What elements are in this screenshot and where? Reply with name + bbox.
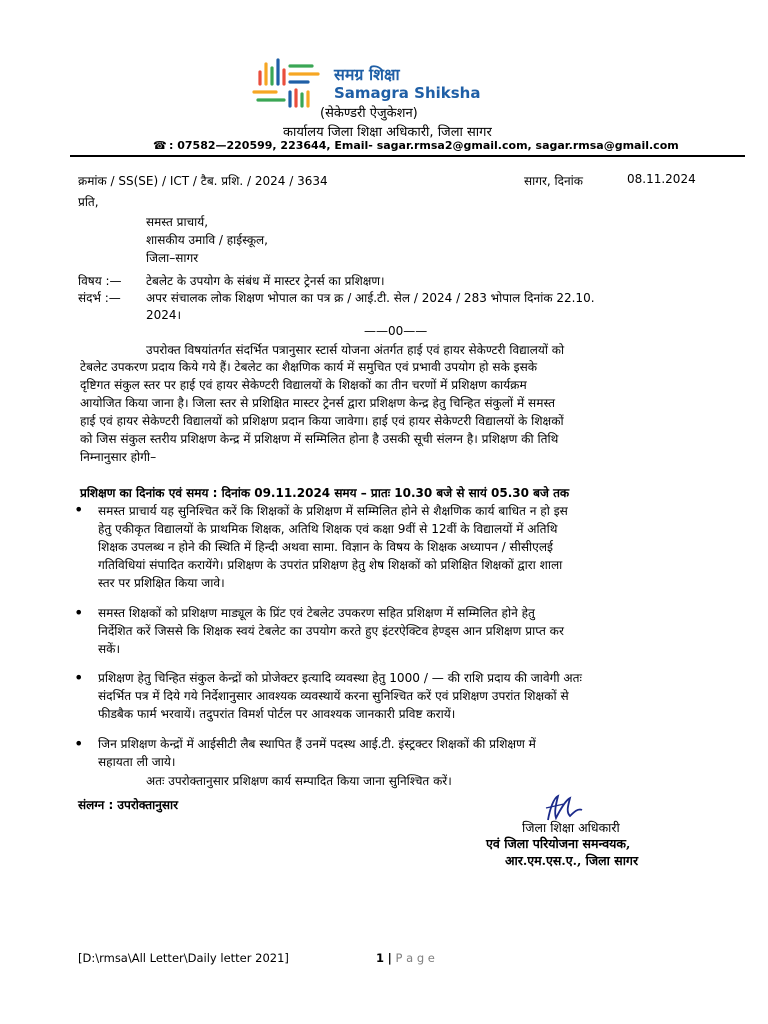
footer-path: [D:\rmsa\All Letter\Daily letter 2021] [78, 951, 289, 965]
paragraph-line: आयोजित किया जाना है। जिला स्तर से प्रशिक्षित मास्टर ट्रेनर्स द्वारा प्रशिक्षण केन्द्र हेतु चिन्हित संकुलों में समस्त [80, 395, 556, 410]
header-divider [70, 155, 745, 157]
subject-label: विषय :— [78, 274, 122, 288]
page-number: 1 [376, 951, 385, 965]
bullet-marker: • [74, 500, 84, 519]
paragraph-line: दृष्टिगत संकुल स्तर पर हाई एवं हायर सेकेण्टरी विद्यालयों के शिक्षकों का तीन चरणों में प्रशिक्षण कार्यक्रम [80, 377, 527, 392]
reference-text: अपर संचालक लोक शिक्षण भोपाल का पत्र क्र / आई.टी. सेल / 2024 / 283 भोपाल दिनांक 22.10. [146, 291, 595, 305]
paragraph-line: टेबलेट उपकरण प्रदाय किये गये हैं। टेबलेट का शैक्षणिक कार्य में समुचित एवं प्रभावी उपयोग हो सके इसके [80, 360, 538, 374]
paragraph-line: को जिस संकुल स्तरीय प्रशिक्षण केन्द्र में प्रशिक्षण में सम्मिलित होना है उसकी सूची संलग्न है। प्रशिक्षण की तिथि [80, 431, 559, 446]
paragraph-line: उपरोक्त विषयांतर्गत संदर्भित पत्रानुसार स्टार्स योजना अंतर्गत हाई एवं हायर सेकेण्टरी विद्यालयों को [146, 343, 565, 357]
paragraph-line: हाई एवं हायर सेकेण्टरी विद्यालयों को प्रशिक्षण प्रदान किया जावेगा। हाई एवं हायर सेकेण्टरी विद्यालयों के शिक्षकों [80, 413, 564, 428]
bullet-line: शिक्षक उपलब्ध न होने की स्थिति में हिन्दी अथवा सामा. विज्ञान के विषय के शिक्षक अध्यापन / सीसीएलई [98, 539, 553, 554]
page-number-block [376, 951, 435, 965]
bullet-marker: • [74, 734, 84, 753]
reference-label: संदर्भ :— [78, 291, 121, 305]
samagra-shiksha-logo [250, 58, 328, 108]
bullet-line: सहायता ली जाये। [98, 754, 176, 769]
bullet-line: समस्त प्राचार्य यह सुनिश्चित करें कि शिक्षकों के प्रशिक्षण में सम्मिलित होने से शैक्षणिक कार्य बाधित न हो इस [98, 504, 568, 518]
place-date-label: सागर, दिनांक [524, 174, 583, 188]
closing-line: अतः उपरोक्तानुसार प्रशिक्षण कार्य सम्पादित किया जाना सुनिश्चित करें। [146, 774, 452, 788]
signatory-title: जिला शिक्षा अधिकारी [522, 820, 620, 835]
contact-line [153, 139, 679, 152]
brand-hindi: समग्र शिक्षा [334, 65, 400, 84]
bullet-line: स्तर पर प्रशिक्षित किया जावे। [98, 575, 225, 590]
bullet-marker: • [74, 668, 84, 687]
to-line: शासकीय उमावि / हाईस्कूल, [146, 233, 268, 247]
subject-text: टेबलेट के उपयोग के संबंध में मास्टर ट्रेनर्स का प्रशिक्षण। [146, 274, 385, 288]
contact-text: : 07582—220599, 223644, Email- sagar.rmsa2@gmail.com, sagar.rmsa@gmail.com [169, 139, 679, 152]
page-word: P a g e [395, 951, 435, 965]
bullet-line: फीडबैक फार्म भरवायें। तदुपरांत विमर्श पोर्टल पर आवश्यक जानकारी प्रविष्ट करायें। [98, 706, 456, 721]
bullet-line: गतिविधियां संपादित करायेंगे। प्रशिक्षण के उपरांत प्रशिक्षण हेतु शेष शिक्षकों को प्रशिक्षित शिक्षकों द्वारा शाला [98, 557, 563, 572]
office-name: कार्यालय जिला शिक्षा अधिकारी, जिला सागर [283, 125, 492, 140]
bullet-line: संदर्भित पत्र में दिये गये निर्देशानुसार आवश्यक व्यवस्थायें करना सुनिश्चित करें एवं प्रशिक्षण उपरांत शिक्षकों से [98, 688, 569, 703]
signatory-title: एवं जिला परियोजना समन्वयक, [486, 836, 631, 851]
bullet-line: प्रशिक्षण हेतु चिन्हित संकुल केन्द्रों को प्रोजेक्टर इत्यादि व्यवस्था हेतु 1000 / — की राशि प्रदाय की जावेगी अतः [98, 671, 582, 685]
bullet-item [98, 736, 716, 772]
to-line: जिला–सागर [146, 251, 199, 265]
bullet-line: जिन प्रशिक्षण केन्द्रों में आईसीटी लैब स्थापित हैं उनमें पदस्थ आई.टी. इंस्ट्रक्टर शिक्षकों की प्रशिक्षण में [98, 737, 536, 751]
phone-icon: ☎ [153, 139, 167, 152]
reference-number: क्रमांक / SS(SE) / ICT / टैब. प्रशि. / 2024 / 3634 [78, 174, 328, 188]
paragraph-line: निम्नानुसार होगी– [80, 449, 157, 464]
bullet-item [98, 605, 716, 659]
enclosure: संलग्न : उपरोक्तानुसार [78, 798, 179, 812]
signatory-title: आर.एम.एस.ए., जिला सागर [505, 853, 639, 868]
bullet-item [98, 670, 716, 724]
bullet-line: सकें। [98, 641, 121, 656]
bullet-line: समस्त शिक्षकों को प्रशिक्षण माड्यूल के प्रिंट एवं टेबलेट उपकरण सहित प्रशिक्षण में सम्मिलित होने हेतु [98, 606, 535, 620]
bullet-item [98, 503, 716, 593]
to-label: प्रति, [78, 195, 99, 209]
training-time: प्रशिक्षण का दिनांक एवं समय : दिनांक 09.11.2024 समय – प्रातः 10.30 बजे से सायं 05.30 बजे तक [80, 486, 570, 500]
letter-date: 08.11.2024 [627, 172, 696, 186]
brand-english: Samagra Shiksha [334, 84, 481, 102]
separator: ——00—— [364, 324, 428, 338]
bullet-marker: • [74, 603, 84, 622]
paragraph-body [80, 359, 716, 466]
brand-subtitle: (सेकेण्डरी ऐजुकेशन) [320, 106, 418, 121]
page-separator: | [387, 951, 392, 965]
bullet-line: निर्देशित करें जिससे कि शिक्षक स्वयं टेबलेट का उपयोग करते हुए इंटरऐक्टिव हेण्ड्स आन प्रशिक्षण प्राप्त कर [98, 623, 564, 638]
to-line: समस्त प्राचार्य, [146, 215, 209, 229]
reference-text: 2024। [146, 308, 182, 322]
bullet-line: हेतु एकीकृत विद्यालयों के प्राथमिक शिक्षक, अतिथि शिक्षक एवं कक्षा 9वीं से 12वीं के विद्यालयों में अतिथि [98, 521, 558, 536]
